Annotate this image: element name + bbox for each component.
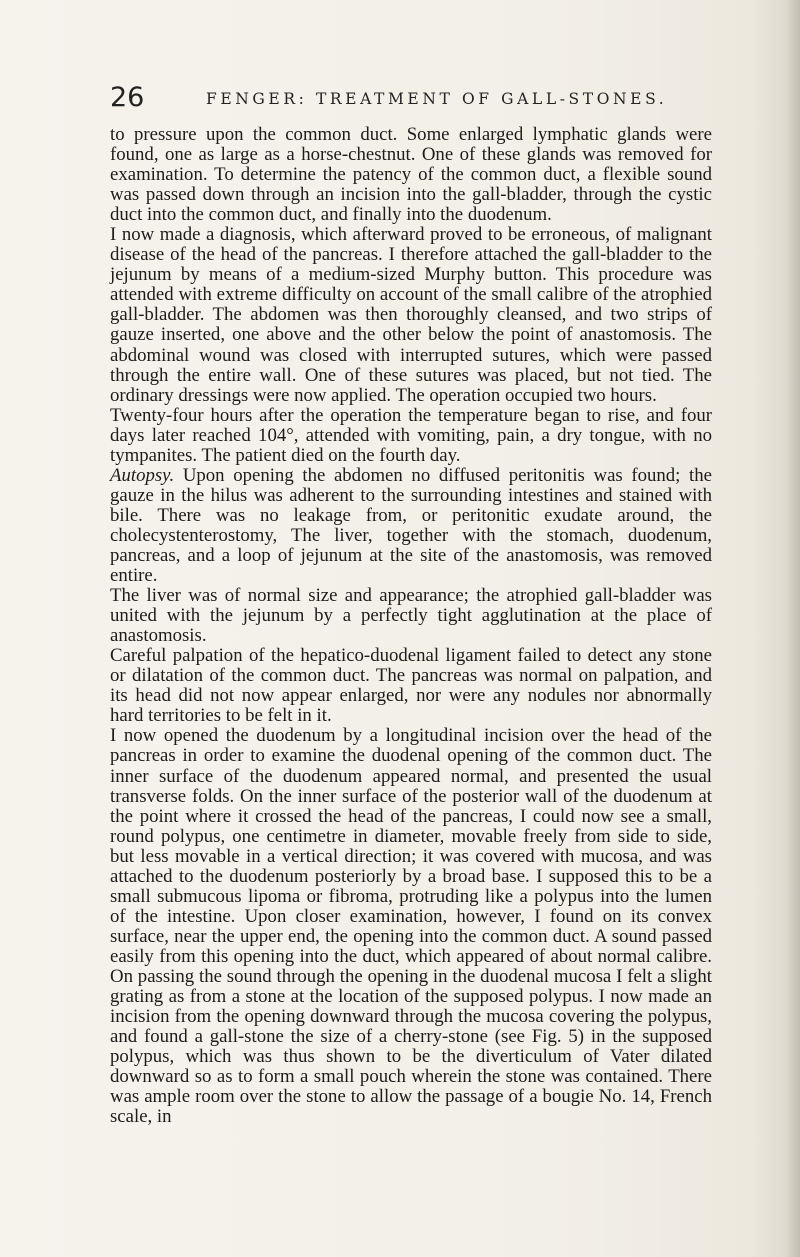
- page-number: 26: [110, 82, 145, 113]
- running-head: FENGER: TREATMENT OF GALL-STONES.: [206, 90, 668, 108]
- page-edge-shadow: [786, 0, 800, 1257]
- paragraph-6: Careful palpation of the hepatico-duodenal ligament failed to detect any stone or dilatation of the common duct. The pancreas was normal on palpation, and its head did not now appear enlarged, nor were any nodules nor abnormally hard territories to be felt in it.: [110, 645, 712, 727]
- page-header: [110, 80, 710, 116]
- paragraph-2: I now made a diagnosis, which afterward proved to be erroneous, of malignant disease of the head of the pancreas. I therefore attached the gall-bladder to the jejunum by means of a medium-sized Murphy button. This procedure was attended with extreme difficulty on account of the small calibre of the atrophied gall-bladder. The abdomen was then thoroughly cleansed, and two strips of gauze inserted, one above and the other below the point of anastomosis. The abdominal wound was closed with interrupted sutures, which were passed through the entire wall. One of these sutures was placed, but not tied. The ordinary dressings were now applied. The operation occupied two hours.: [110, 224, 712, 406]
- autopsy-label: Autopsy.: [110, 464, 175, 486]
- paragraph-7: I now opened the duodenum by a longitudinal incision over the head of the pancreas in order to examine the duodenal opening of the common duct. The inner surface of the duodenum appeared normal, and presented the usual transverse folds. On the inner surface of the posterior wall of the duodenum at the point where it crossed the head of the pancreas, I could now see a small, round polypus, one centimetre in diameter, movable freely from side to side, but less movable in a vertical direction; it was covered with mucosa, and was attached to the duodenum posteriorly by a broad base. I supposed this to be a small submucous lipoma or fibroma, protruding like a polypus into the lumen of the intestine. Upon closer examination, however, I found on its convex surface, near the upper end, the opening into the common duct. A sound passed easily from this opening into the duct, which appeared of about normal calibre. On passing the sound through the opening in the duodenal mucosa I felt a slight grating as from a stone at the location of the supposed polypus. I now made an incision from the opening downward through the mucosa covering the polypus, and found a gall-stone the size of a cherry-stone (see Fig. 5) in the supposed polypus, which was thus shown to be the diverticulum of Vater dilated downward so as to form a small pouch wherein the stone was contained. There was ample room over the stone to allow the passage of a bougie No. 14, French scale, in: [110, 725, 712, 1128]
- body-text: [110, 125, 712, 1127]
- paragraph-1: to pressure upon the common duct. Some enlarged lymphatic glands were found, one as large as a horse-chestnut. One of these glands was removed for examination. To determine the patency of the common duct, a flexible sound was passed down through an incision into the gall-bladder, through the cystic duct into the common duct, and finally into the duodenum.: [110, 124, 712, 226]
- paragraph-4: [110, 466, 712, 586]
- paragraph-4-text: Upon opening the abdomen no diffused peritonitis was found; the gauze in the hilus was adherent to the surrounding intestines and stained with bile. There was no leakage from, or peritonitic exudate around, the cholecystenterostomy, The liver, together with the stomach, duodenum, pancreas, and a loop of jejunum at the site of the anastomosis, was removed entire.: [110, 464, 712, 587]
- paragraph-5: The liver was of normal size and appearance; the atrophied gall-bladder was united with the jejunum by a perfectly tight agglutination at the place of anastomosis.: [110, 585, 712, 647]
- paragraph-3: Twenty-four hours after the operation the temperature began to rise, and four days later reached 104°, attended with vomiting, pain, a dry tongue, with no tympanites. The patient died on the fourth day.: [110, 404, 712, 466]
